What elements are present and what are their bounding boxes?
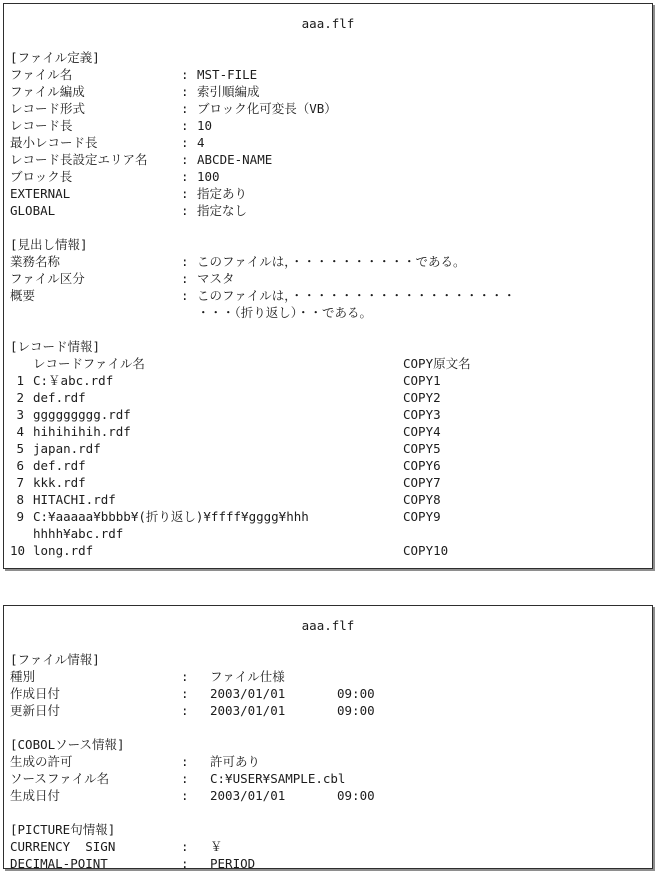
field-colon: : — [181, 84, 189, 99]
field-value: このファイルは，・・・・・・・・・・である。 — [197, 254, 466, 269]
field-value: 10 — [197, 118, 213, 133]
field-label: 概要 — [10, 288, 36, 303]
record-table-row — [10, 508, 646, 525]
field-label: 最小レコード長 — [10, 135, 98, 150]
field-colon: : — [181, 271, 189, 286]
field-value: ABCDE-NAME — [197, 152, 273, 167]
field-label: 種別 — [10, 669, 36, 684]
field-label: GLOBAL — [10, 203, 56, 218]
field-label: 更新日付 — [10, 703, 61, 718]
field-value: ファイル仕様 — [210, 669, 285, 684]
field-value: MST-FILE — [197, 67, 258, 82]
field-row — [10, 855, 646, 872]
field-label: ブロック長 — [10, 169, 73, 184]
field-row — [10, 838, 646, 855]
field-row — [10, 253, 646, 270]
field-value-continuation: ・・・（折り返し）・・である。 — [197, 305, 373, 320]
record-number: 2 — [16, 390, 24, 405]
field-row — [10, 117, 646, 134]
field-label: DECIMAL-POINT — [10, 856, 108, 871]
field-label: 作成日付 — [10, 686, 61, 701]
field-colon: : — [181, 771, 189, 786]
field-colon: : — [181, 856, 189, 871]
record-number: 4 — [16, 424, 24, 439]
field-time: 09:00 — [337, 788, 375, 803]
report-page-1 — [3, 3, 653, 569]
field-label: ファイル名 — [10, 67, 73, 82]
record-number: 9 — [16, 509, 24, 524]
record-table-row — [10, 440, 646, 457]
record-filename: def.rdf — [33, 390, 86, 405]
field-colon: : — [181, 839, 189, 854]
field-colon: : — [181, 703, 189, 718]
record-filename: japan.rdf — [33, 441, 101, 456]
field-value: 2003/01/01 — [210, 686, 286, 701]
record-table-row — [10, 474, 646, 491]
field-row — [10, 185, 646, 202]
field-time: 09:00 — [337, 686, 375, 701]
field-value: 許可あり — [210, 754, 261, 769]
section-heading-cobol-info: [COBOLソース情報] — [10, 737, 125, 752]
field-colon: : — [181, 135, 189, 150]
record-filename-header: レコードファイル名 — [33, 356, 145, 371]
record-number: 10 — [10, 543, 26, 558]
record-filename: C:￥abc.rdf — [33, 373, 114, 388]
field-label: レコード長設定エリア名 — [10, 152, 148, 167]
record-table-row — [10, 491, 646, 508]
field-row — [10, 753, 646, 770]
field-row — [10, 151, 646, 168]
record-table-row — [10, 542, 646, 559]
field-value: 指定なし — [197, 203, 248, 218]
field-row — [10, 168, 646, 185]
section-heading-picture-info: [PICTURE句情報] — [10, 822, 116, 837]
copy-name: COPY1 — [403, 373, 441, 388]
copy-name: COPY4 — [403, 424, 441, 439]
field-row — [10, 100, 646, 117]
field-label: レコード形式 — [10, 101, 86, 116]
field-label: ソースファイル名 — [10, 771, 110, 786]
field-row — [10, 270, 646, 287]
report-page-2 — [3, 605, 653, 869]
record-number: 7 — [16, 475, 24, 490]
record-filename: def.rdf — [33, 458, 86, 473]
record-table-header — [10, 355, 646, 372]
record-number: 5 — [16, 441, 24, 456]
field-label: ファイル編成 — [10, 84, 85, 99]
field-row — [10, 66, 646, 83]
copy-name: COPY7 — [403, 475, 441, 490]
field-colon: : — [181, 669, 189, 684]
copy-name: COPY6 — [403, 458, 441, 473]
copy-name: COPY9 — [403, 509, 441, 524]
record-filename: C:¥aaaaa¥bbbb¥(折り返し)¥ffff¥gggg¥hhh — [33, 509, 309, 524]
field-label: 生成の許可 — [10, 754, 73, 769]
field-colon: : — [181, 754, 189, 769]
copy-name: COPY10 — [403, 543, 449, 558]
section-heading-record-info: [レコード情報] — [10, 339, 101, 354]
field-colon: : — [181, 686, 189, 701]
field-label: ファイル区分 — [10, 271, 85, 286]
field-colon: : — [181, 203, 189, 218]
record-filename: ggggggggg.rdf — [33, 407, 131, 422]
copy-name: COPY8 — [403, 492, 441, 507]
record-table-row — [10, 423, 646, 440]
field-colon: : — [181, 186, 189, 201]
field-row — [10, 770, 646, 787]
record-filename-continuation: hhhh¥abc.rdf — [33, 526, 124, 541]
field-label: EXTERNAL — [10, 186, 71, 201]
record-filename: kkk.rdf — [33, 475, 86, 490]
section-heading-heading-info: [見出し情報] — [10, 237, 88, 252]
field-value: 索引順編成 — [197, 84, 260, 99]
record-filename: HITACHI.rdf — [33, 492, 116, 507]
record-table-row — [10, 389, 646, 406]
field-colon: : — [181, 118, 189, 133]
record-filename: long.rdf — [33, 543, 94, 558]
copy-name: COPY5 — [403, 441, 441, 456]
field-value: 2003/01/01 — [210, 703, 286, 718]
record-number: 6 — [16, 458, 24, 473]
field-label: CURRENCY SIGN — [10, 839, 116, 854]
record-table-row — [10, 372, 646, 389]
record-number: 1 — [16, 373, 24, 388]
field-row — [10, 287, 646, 304]
field-row — [10, 202, 646, 219]
record-number: 3 — [16, 407, 24, 422]
field-label: 生成日付 — [10, 788, 61, 803]
copy-name: COPY2 — [403, 390, 441, 405]
field-value: C:¥USER¥SAMPLE.cbl — [210, 771, 346, 786]
page-title: aaa.flf — [301, 618, 355, 633]
field-colon: : — [181, 288, 189, 303]
field-value: このファイルは，・・・・・・・・・・・・・・・・・・ — [197, 288, 516, 303]
field-value: ￥ — [210, 839, 223, 854]
field-colon: : — [181, 152, 189, 167]
field-colon: : — [181, 169, 189, 184]
field-colon: : — [181, 67, 189, 82]
copy-name-header: COPY原文名 — [403, 356, 471, 371]
section-heading-file-def: [ファイル定義] — [10, 50, 100, 65]
field-label: 業務名称 — [10, 254, 61, 269]
field-row — [10, 668, 646, 685]
field-value: PERIOD — [210, 856, 256, 871]
page-title: aaa.flf — [301, 16, 355, 31]
field-row — [10, 787, 646, 804]
field-colon: : — [181, 788, 189, 803]
record-filename: hihihihih.rdf — [33, 424, 131, 439]
field-row — [10, 83, 646, 100]
field-value: 2003/01/01 — [210, 788, 286, 803]
field-time: 09:00 — [337, 703, 375, 718]
field-label: レコード長 — [10, 118, 73, 133]
record-table-row — [10, 406, 646, 423]
section-heading-file-info: [ファイル情報] — [10, 652, 100, 667]
field-row — [10, 685, 646, 702]
field-value: 100 — [197, 169, 220, 184]
field-colon: : — [181, 254, 189, 269]
field-value: 指定あり — [197, 186, 248, 201]
field-row — [10, 702, 646, 719]
record-number: 8 — [16, 492, 24, 507]
record-table-row — [10, 457, 646, 474]
field-value: マスタ — [197, 271, 235, 286]
field-value: 4 — [197, 135, 205, 150]
field-value: ブロック化可変長（VB） — [197, 101, 337, 116]
field-row — [10, 134, 646, 151]
field-colon: : — [181, 101, 189, 116]
copy-name: COPY3 — [403, 407, 441, 422]
